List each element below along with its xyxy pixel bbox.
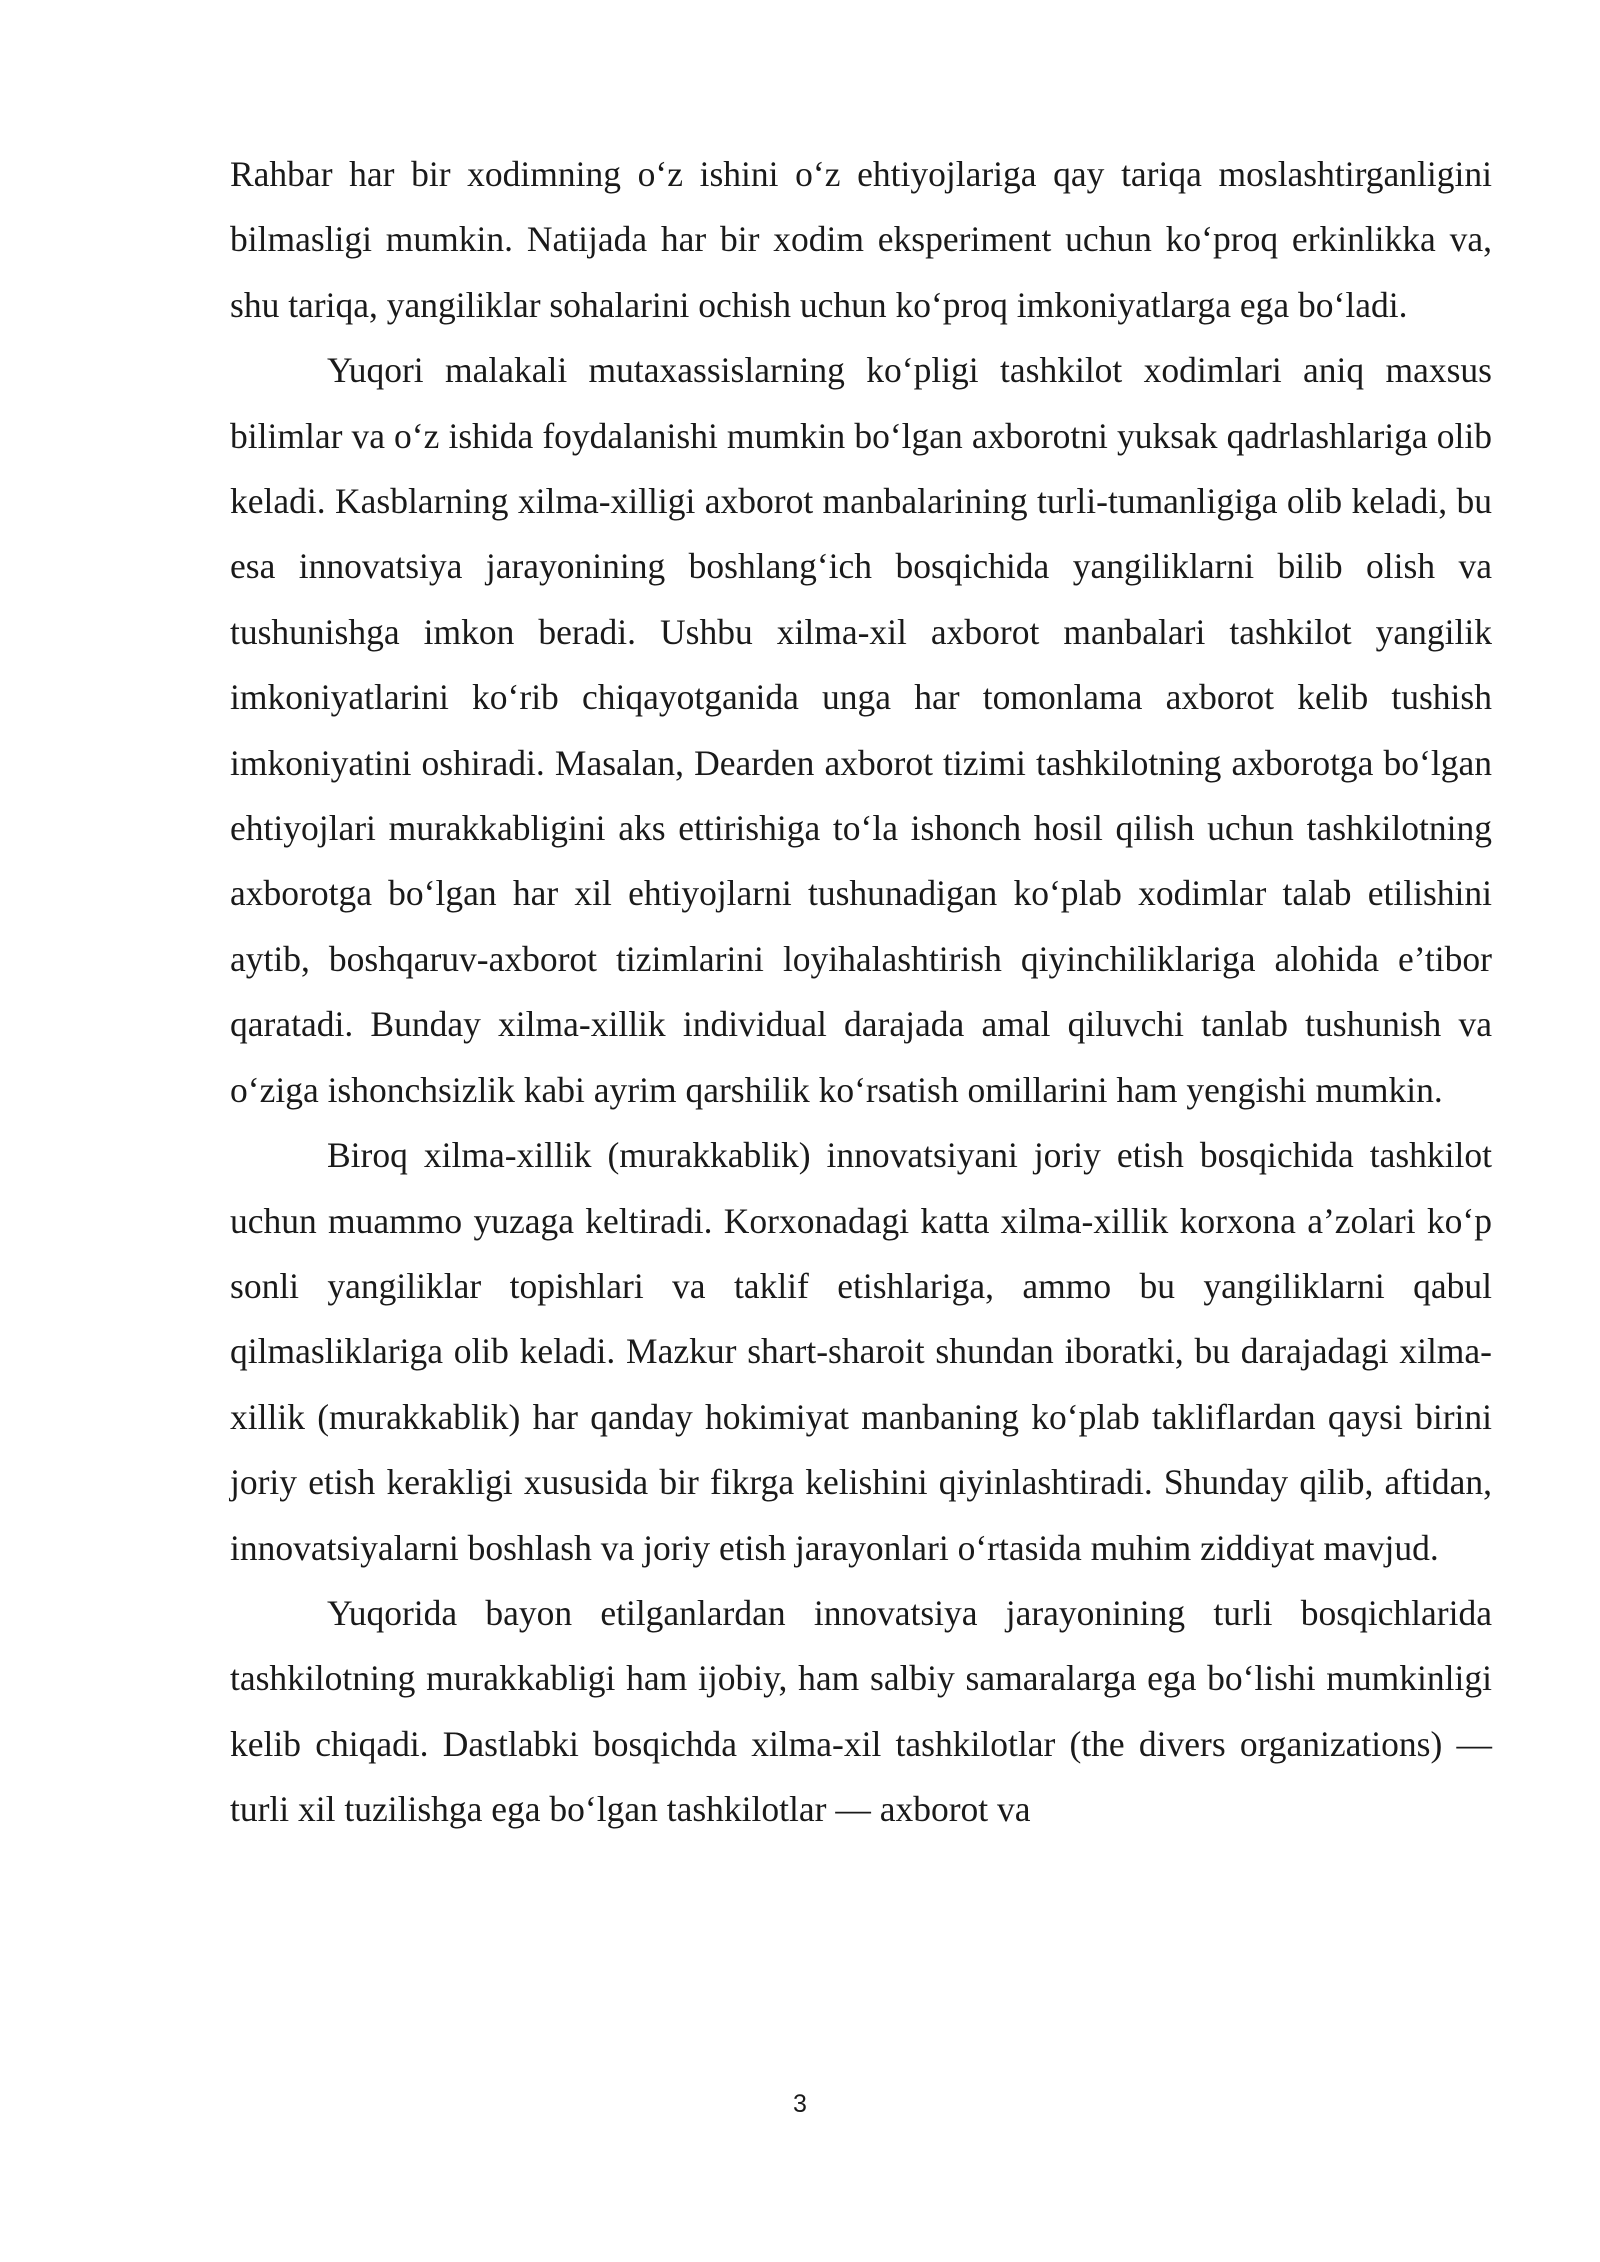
page-number: 3 <box>793 2090 807 2118</box>
paragraph: Rahbar har bir xodimning o‘z ishini o‘z ehtiyojlariga qay tariqa moslashtirganligini bilmasligi mumkin. Natijada har bir xodim eksperiment uchun ko‘proq erkinlikka va, shu tariqa, yangiliklar sohalarini ochish uchun ko‘proq imkoniyatlarga ega bo‘ladi. <box>230 154 1492 325</box>
body-text <box>230 142 1492 1843</box>
paragraph: Yuqori malakali mutaxassislarning ko‘pligi tashkilot xodimlari aniq maxsus bilimlar va o‘z ishida foydalanishi mumkin bo‘lgan axborotni yuksak qadrlashlariga olib keladi. Kasblarning xilma-xilligi axborot manbalarining turli-tumanligiga olib keladi, bu esa innovatsiya jarayonining boshlang‘ich bosqichida yangiliklarni bilib olish va tushunishga imkon beradi. Ushbu xilma-xil axborot manbalari tashkilot yangilik imkoniyatlarini ko‘rib chiqayotganida unga har tomonlama axborot kelib tushish imkoniyatini oshiradi. Masalan, Dearden axborot tizimi tashkilotning axborotga bo‘lgan ehtiyojlari murakkabligini aks ettirishiga to‘la ishonch hosil qilish uchun tashkilotning axborotga bo‘lgan har xil ehtiyojlarni tushunadigan ko‘plab xodimlar talab etilishini aytib, boshqaruv-axborot tizimlarini loyihalashtirish qiyinchiliklariga alohida e’tibor qaratadi. Bunday xilma-xillik individual darajada amal qiluvchi tanlab tushunish va o‘ziga ishonchsizlik kabi ayrim qarshilik ko‘rsatish omillarini ham yengishi mumkin. <box>230 350 1492 1110</box>
paragraph: Biroq xilma-xillik (murakkablik) innovatsiyani joriy etish bosqichida tashkilot uchun muammo yuzaga keltiradi. Korxonadagi katta xilma-xillik korxona a’zolari ko‘p sonli yangiliklar topishlari va taklif etishlariga, ammo bu yangiliklarni qabul qilmasliklariga olib keladi. Mazkur shart-sharoit shundan iboratki, bu darajadagi xilma-xillik (murakkablik) har qanday hokimiyat manbaning ko‘plab takliflardan qaysi birini joriy etish kerakligi xususida bir fikrga kelishini qiyinlashtiradi. Shunday qilib, aftidan, innovatsiyalarni boshlash va joriy etish jarayonlari o‘rtasida muhim ziddiyat mavjud. <box>230 1135 1492 1568</box>
paragraph: Yuqorida bayon etilganlardan innovatsiya jarayonining turli bosqichlarida tashkilotning murakkabligi ham ijobiy, ham salbiy samaralarga ega bo‘lishi mumkinligi kelib chiqadi. Dastlabki bosqichda xilma-xil tashkilotlar (the divers organizations) — turli xil tuzilishga ega bo‘lgan tashkilotlar — axborot va <box>230 1592 1492 1830</box>
